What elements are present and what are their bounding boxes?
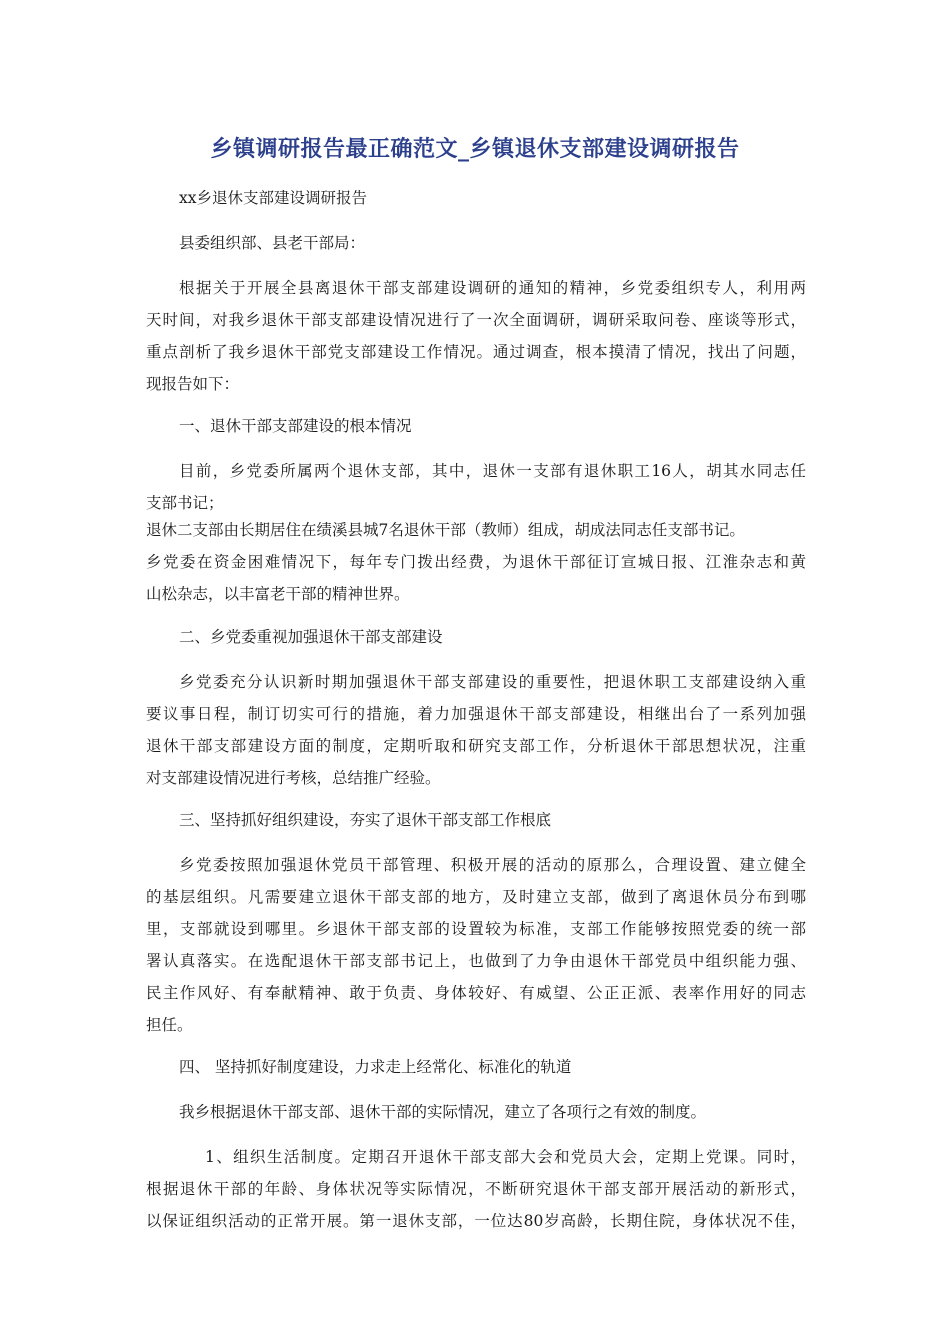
paragraph-line: 里，支部就设到哪里。乡退休干部支部的设置较为标准，支部工作能够按照党委的统一部 <box>146 920 806 938</box>
intro-line: 根据关于开展全县离退休干部支部建设调研的通知的精神，乡党委组织专人，利用两 <box>179 279 806 297</box>
paragraph-line: 乡党委在资金困难情况下，每年专门拨出经费，为退休干部征订宣城日报、江淮杂志和黄 <box>146 553 806 571</box>
document-title: 乡镇调研报告最正确范文_乡镇退休支部建设调研报告 <box>210 137 740 162</box>
paragraph-line: 署认真落实。在选配退休干部支部书记上，也做到了力争由退休干部党员中组织能力强、 <box>146 952 806 970</box>
section-heading: 四、 坚持抓好制度建设，力求走上经常化、标准化的轨道 <box>179 1058 572 1076</box>
paragraph-line: 民主作风好、有奉献精神、敢于负责、身体较好、有威望、公正正派、表率作用好的同志 <box>146 984 806 1002</box>
paragraph-line: 支部书记； <box>146 494 224 512</box>
paragraph-line: 我乡根据退休干部支部、退休干部的实际情况，建立了各项行之有效的制度。 <box>179 1103 707 1121</box>
paragraph-line: 目前，乡党委所属两个退休支部，其中，退休一支部有退休职工16人，胡其水同志任 <box>179 462 806 480</box>
intro-line: 天时间，对我乡退休干部支部建设情况进行了一次全面调研，调研采取问卷、座谈等形式， <box>146 311 806 329</box>
report-subtitle: xx乡退休支部建设调研报告 <box>179 189 367 207</box>
paragraph-line: 乡党委按照加强退休党员干部管理、积极开展的活动的原那么，合理设置、建立健全 <box>179 856 806 874</box>
section-heading: 一、退休干部支部建设的根本情况 <box>179 417 412 435</box>
intro-line: 重点剖析了我乡退休干部党支部建设工作情况。通过调查，根本摸清了情况，找出了问题， <box>146 343 806 361</box>
paragraph-line: 要议事日程，制订切实可行的措施，着力加强退休干部支部建设，相继出台了一系列加强 <box>146 705 806 723</box>
paragraph-line: 1、组织生活制度。定期召开退休干部支部大会和党员大会，定期上党课。同时， <box>205 1148 806 1166</box>
paragraph-line: 对支部建设情况进行考核，总结推广经验。 <box>146 769 441 787</box>
paragraph-line: 的基层组织。凡需要建立退休干部支部的地方，及时建立支部，做到了离退休员分布到哪 <box>146 888 806 906</box>
section-heading: 二、乡党委重视加强退休干部支部建设 <box>179 628 443 646</box>
paragraph-line: 山松杂志，以丰富老干部的精神世界。 <box>146 585 410 603</box>
paragraph-line: 退休干部支部建设方面的制度，定期听取和研究支部工作，分析退休干部思想状况，注重 <box>146 737 806 755</box>
paragraph-line: 退休二支部由长期居住在绩溪县城7名退休干部（教师）组成，胡成法同志任支部书记。 <box>146 521 745 539</box>
paragraph-line: 担任。 <box>146 1016 193 1034</box>
paragraph-line: 以保证组织活动的正常开展。第一退休支部，一位达80岁高龄，长期住院，身体状况不佳， <box>146 1212 806 1230</box>
paragraph-line: 根据退休干部的年龄、身体状况等实际情况，不断研究退休干部支部开展活动的新形式， <box>146 1180 806 1198</box>
salutation: 县委组织部、县老干部局： <box>179 234 366 252</box>
section-heading: 三、坚持抓好组织建设，夯实了退休干部支部工作根底 <box>179 811 552 829</box>
intro-line: 现报告如下： <box>146 375 240 393</box>
paragraph-line: 乡党委充分认识新时期加强退休干部支部建设的重要性，把退休职工支部建设纳入重 <box>179 673 806 691</box>
